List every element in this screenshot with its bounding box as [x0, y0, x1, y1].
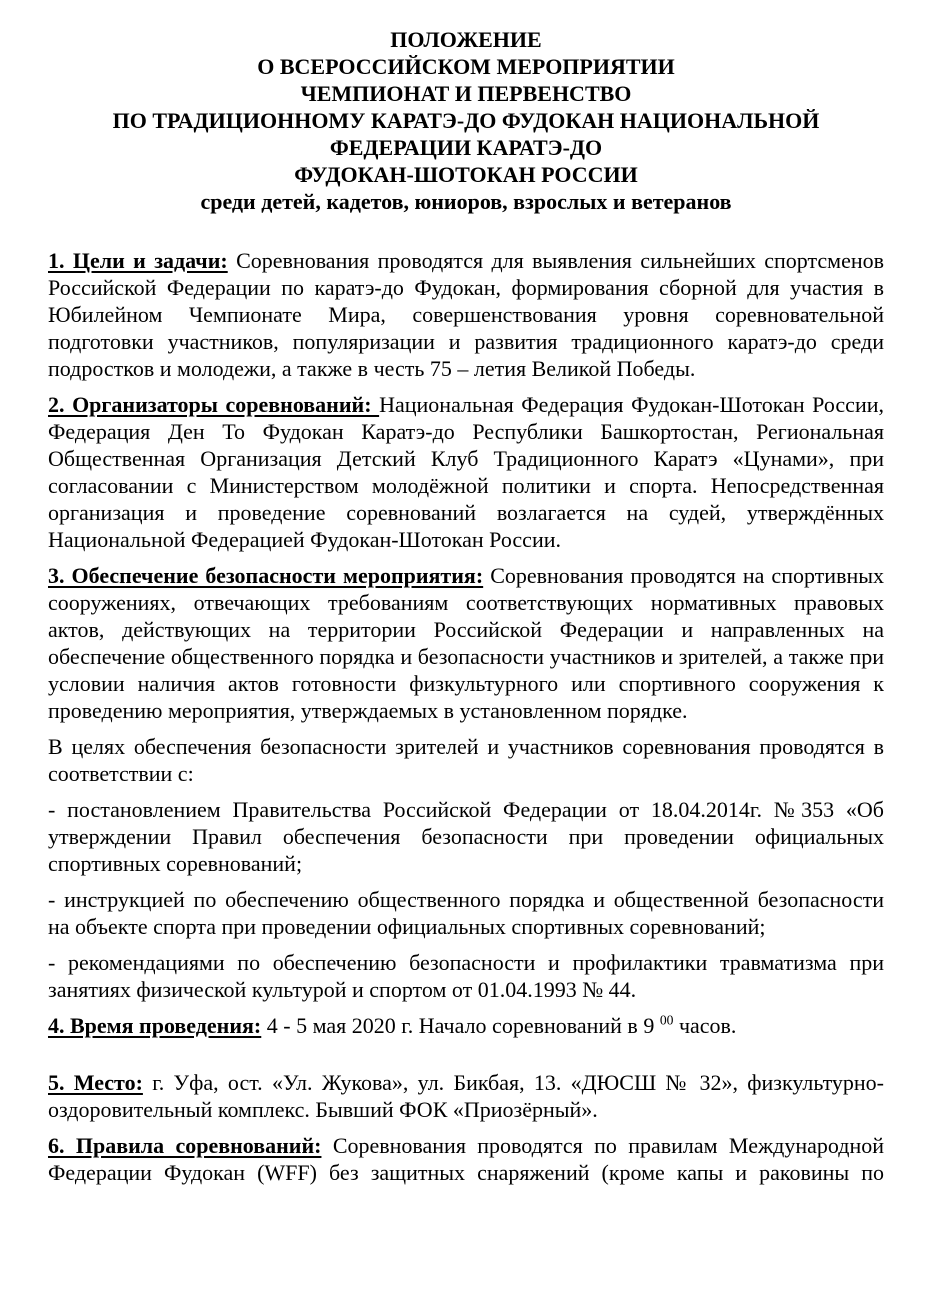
section-goals-heading: 1. Цели и задачи: — [48, 248, 228, 273]
safety-list-item-recommendations — [48, 949, 884, 1003]
section-time-paragraph — [48, 1012, 884, 1039]
title-line-6: ФУДОКАН-ШОТОКАН РОССИИ — [294, 162, 638, 187]
title-line-2: О ВСЕРОССИЙСКОМ МЕРОПРИЯТИИ — [257, 54, 675, 79]
safety-list-item-instruction — [48, 886, 884, 940]
document-title — [48, 26, 884, 215]
section-rules-heading: 6. Правила соревнований: — [48, 1133, 322, 1158]
safety-list-item-decree — [48, 796, 884, 877]
section-place-heading: 5. Место: — [48, 1070, 143, 1095]
section-safety-heading: 3. Обеспечение безопасности мероприятия: — [48, 563, 484, 588]
title-line-5: ФЕДЕРАЦИИ КАРАТЭ-ДО — [329, 135, 603, 160]
section-goals-paragraph — [48, 247, 884, 382]
safety-list-item-decree-text: - постановлением Правительства Российской Федерации от 18.04.2014г. №353 «Об утверждении Правил обеспечения безопасности при проведении официальных спортивных соревнований; — [48, 797, 884, 876]
safety-list-item-instruction-text: - инструкцией по обеспечению общественного порядка и общественной безопасности на объекте спорта при проведении официальных спортивных соревнований; — [48, 887, 884, 939]
section-organizers-heading: 2. Организаторы соревнований: — [48, 392, 380, 417]
section-safety-text: Соревнования проводятся на спортивных сооружениях, отвечающих требованиям соответствующих нормативных правовых актов, действующих на территории Российской Федерации и направленных на обеспечение общественного порядка и безопасности участников и зрителей, а также при условии наличия актов готовности физкультурного или спортивного сооружения к проведению мероприятия, утверждаемых в установленном порядке. — [48, 563, 885, 723]
section-place-paragraph — [48, 1069, 884, 1123]
section-rules-text: Соревнования проводятся по правилам Международной Федерации Фудокан (WFF) без защитных снаряжений (кроме капы и раковины по — [48, 1133, 885, 1185]
safety-list-item-recommendations-text: - рекомендациями по обеспечению безопасности и профилактики травматизма при занятиях физической культурой и спортом от 01.04.1993 № 44. — [48, 950, 884, 1002]
section-time-text-after: часов. — [678, 1013, 737, 1038]
title-line-4: ПО ТРАДИЦИОННОМУ КАРАТЭ-ДО ФУДОКАН НАЦИОНАЛЬНОЙ — [112, 108, 820, 133]
section-safety-paragraph — [48, 562, 884, 724]
safety-intro-text: В целях обеспечения безопасности зрителей и участников соревнования проводятся в соответствии с: — [48, 734, 884, 786]
section-organizers-text: Национальная Федерация Фудокан-Шотокан России, Федерация Ден То Фудокан Каратэ-до Республики Башкортостан, Региональная Общественная Организация Детский Клуб Традиционного Каратэ «Цунами», при согласовании с Министерством молодёжной политики и спорта. Непосредственная организация и проведение соревнований возлагается на судей, утверждённых Национальной Федерацией Фудокан-Шотокан России. — [48, 392, 884, 552]
section-time-text: 4 - 5 мая 2020 г. Начало соревнований в 9 — [266, 1013, 655, 1038]
title-line-1: ПОЛОЖЕНИЕ — [390, 27, 542, 52]
section-time-heading: 4. Время проведения: — [48, 1013, 262, 1038]
section-rules-paragraph — [48, 1132, 884, 1186]
start-time-superscript: 00 — [659, 1012, 674, 1028]
section-goals-text: Соревнования проводятся для выявления сильнейших спортсменов Российской Федерации по каратэ-до Фудокан, формирования сборной для участия в Юбилейном Чемпионате Мира, совершенствования уровня соревновательной подготовки участников, популяризации и развития традиционного каратэ-до среди подростков и молодежи, а также в честь 75 – летия Великой Победы. — [48, 248, 884, 381]
title-line-3: ЧЕМПИОНАТ И ПЕРВЕНСТВО — [300, 81, 632, 106]
safety-intro-paragraph — [48, 733, 884, 787]
section-place-text: г. Уфа, ост. «Ул. Жукова», ул. Бикбая, 13. «ДЮСШ № 32», физкультурно-оздоровительный комплекс. Бывший ФОК «Приозёрный». — [48, 1070, 884, 1122]
title-line-7: среди детей, кадетов, юниоров, взрослых и ветеранов — [200, 189, 732, 214]
section-organizers-paragraph — [48, 391, 884, 553]
